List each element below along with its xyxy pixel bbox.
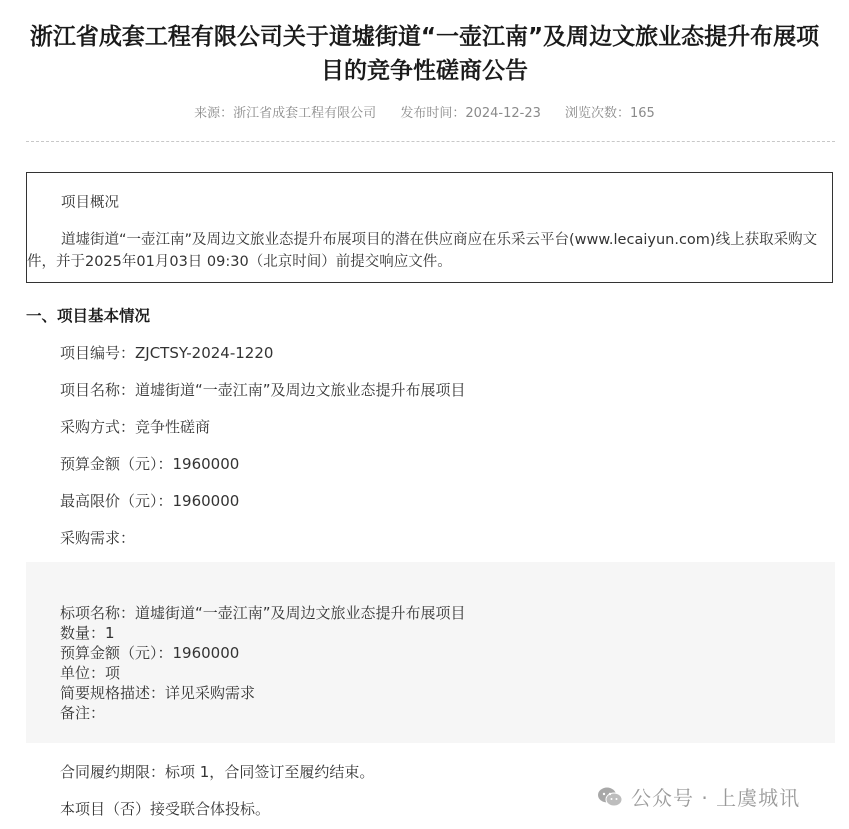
meta-source: 来源：浙江省成套工程有限公司 (194, 106, 377, 121)
watermark-text: 公众号 · 上虞城讯 (631, 786, 801, 810)
lot-spec: 简要规格描述：详见采购需求 (60, 684, 256, 702)
lot-details-box (26, 562, 835, 743)
overview-box (26, 172, 833, 283)
overview-body: 道墟街道“一壶江南”及周边文旅业态提升布展项目的潜在供应商应在乐采云平台(www.lecaiyun.com)线上获取采购文件，并于2025年01月03日 09:30（北京时间）前提交响应文件。 (27, 232, 818, 270)
page-title: 浙江省成套工程有限公司关于道墟街道“一壶江南”及周边文旅业态提升布展项目的竞争性磋商公告 (29, 24, 820, 84)
lot-budget: 预算金额（元）：1960000 (60, 644, 240, 662)
meta-publish-time: 发布时间：2024-12-23 (400, 106, 541, 121)
field-contract-period: 合同履约期限：标项 1，合同签订至履约结束。 (60, 763, 375, 781)
field-procurement-method: 采购方式：竞争性磋商 (60, 418, 211, 436)
meta-views: 浏览次数：165 (565, 106, 655, 121)
wechat-icon (597, 786, 623, 808)
lot-name: 标项名称：道墟街道“一壶江南”及周边文旅业态提升布展项目 (60, 604, 466, 622)
field-consortium: 本项目（否）接受联合体投标。 (60, 800, 271, 818)
article-meta (0, 102, 849, 121)
section-title: 一、项目基本情况 (26, 307, 151, 325)
lot-quantity: 数量：1 (60, 624, 115, 642)
divider (26, 141, 835, 142)
field-project-name: 项目名称：道墟街道“一壶江南”及周边文旅业态提升布展项目 (60, 381, 466, 399)
lot-unit: 单位：项 (60, 664, 121, 682)
field-project-number: 项目编号：ZJCTSY-2024-1220 (60, 344, 274, 362)
lot-remark: 备注： (60, 704, 106, 722)
watermark (597, 782, 800, 811)
overview-heading: 项目概况 (61, 195, 119, 211)
field-procurement-demand: 采购需求： (60, 529, 136, 547)
field-max-price: 最高限价（元）：1960000 (60, 492, 240, 510)
lot-details (60, 603, 466, 723)
field-budget: 预算金额（元）：1960000 (60, 455, 240, 473)
